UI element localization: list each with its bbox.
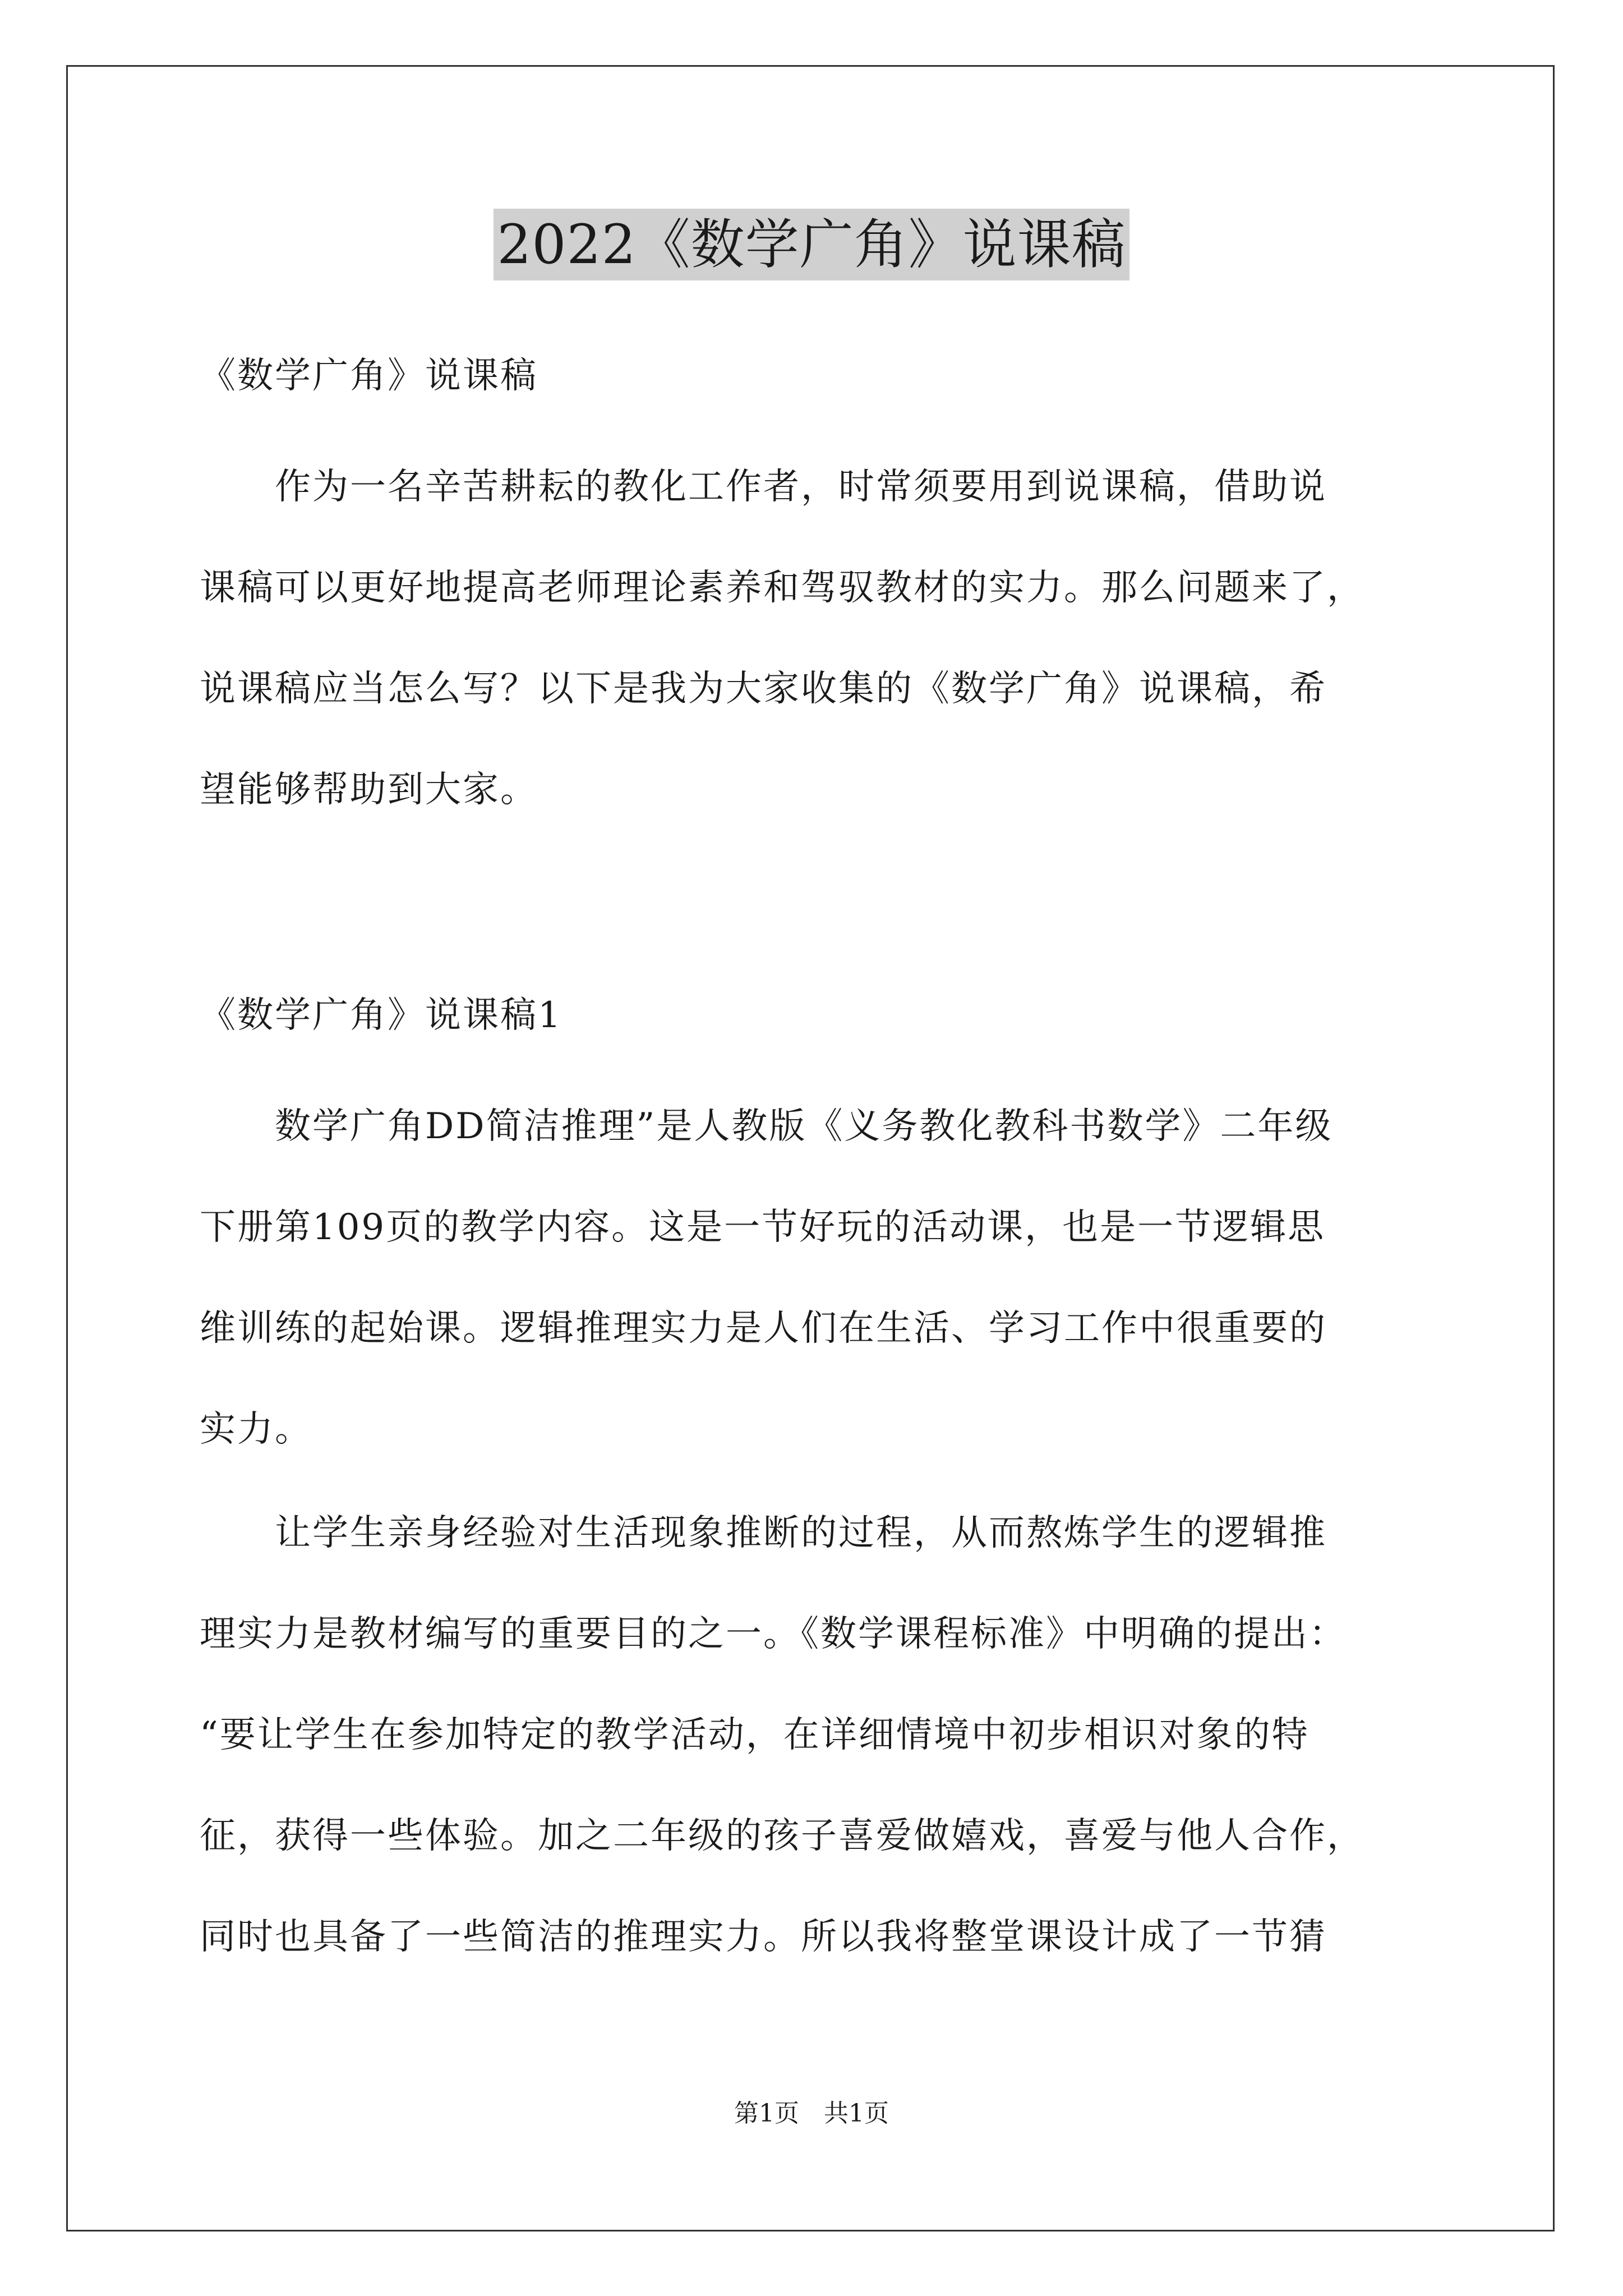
- paragraph-line: 下册第109页的教学内容。这是一节好玩的活动课，也是一节逻辑思: [200, 1207, 1326, 1248]
- paragraph-line: 实力。: [200, 1409, 312, 1450]
- section-heading: 《数学广角》说课稿1: [200, 995, 562, 1036]
- paragraph-line: 同时也具备了一些简洁的推理实力。所以我将整堂课设计成了一节猜: [200, 1916, 1327, 1958]
- paragraph-line: “要让学生在参加特定的教学活动，在详细情境中初步相识对象的特: [200, 1714, 1310, 1756]
- paragraph-line: 课稿可以更好地提高老师理论素养和驾驭教材的实力。那么问题来了，: [200, 567, 1364, 609]
- paragraph-line: 望能够帮助到大家。: [200, 769, 538, 811]
- paragraph-line: 让学生亲身经验对生活现象推断的过程，从而熬炼学生的逻辑推: [200, 1512, 1327, 1554]
- paragraph-line: 作为一名辛苦耕耘的教化工作者，时常须要用到说课稿，借助说: [200, 466, 1327, 508]
- document-title: 2022《数学广角》说课稿: [494, 209, 1129, 280]
- paragraph-line: 征，获得一些体验。加之二年级的孩子喜爱做嬉戏，喜爱与他人合作，: [200, 1815, 1364, 1857]
- paragraph-line: 理实力是教材编写的重要目的之一。《数学课程标准》中明确的提出：: [200, 1613, 1347, 1655]
- paragraph-line: 数学广角DD简洁推理”是人教版《义务教化教科书数学》二年级: [200, 1106, 1333, 1147]
- subtitle-line: 《数学广角》说课稿: [200, 355, 538, 397]
- page-footer: 第1页 共1页: [734, 2099, 889, 2128]
- paragraph-line: 维训练的起始课。逻辑推理实力是人们在生活、学习工作中很重要的: [200, 1308, 1327, 1349]
- paragraph-line: 说课稿应当怎么写？以下是我为大家收集的《数学广角》说课稿，希: [200, 668, 1327, 710]
- title-container: [0, 209, 1623, 280]
